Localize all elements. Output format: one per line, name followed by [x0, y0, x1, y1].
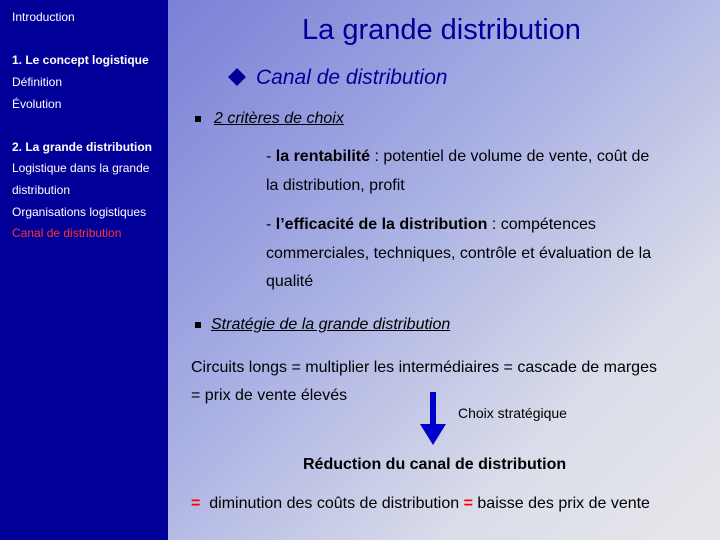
sidebar-item-grande-distribution[interactable]: 2. La grande distribution — [12, 140, 153, 154]
final-text-2: baisse des prix de vente — [477, 495, 650, 512]
circuits-line-1: Circuits longs = multiplier les intermédiaires = cascade de marges — [191, 359, 657, 376]
sidebar-item-organisations[interactable]: Organisations logistiques — [12, 205, 147, 219]
criterion-1-rest: : potentiel de volume de vente, coût de — [370, 148, 650, 165]
criterion-2-term: l’efficacité de la distribution — [275, 216, 488, 233]
slide-title: La grande distribution — [302, 14, 581, 46]
criteria-heading: 2 critères de choix — [214, 110, 344, 127]
sidebar-item-introduction[interactable]: Introduction — [12, 10, 75, 24]
result-text: Réduction du canal de distribution — [303, 456, 567, 473]
down-arrow-icon — [420, 392, 446, 446]
final-text-1: diminution des coûts de distribution — [209, 495, 460, 512]
criterion-2-dash: - — [266, 216, 276, 233]
strategy-heading: Stratégie de la grande distribution — [211, 316, 451, 333]
criterion-2-line-2: commerciales, techniques, contrôle et évaluation de la — [266, 245, 652, 262]
criterion-2-line-1 — [266, 216, 596, 234]
criterion-1-term: la rentabilité — [275, 148, 371, 165]
sidebar-item-canal-active[interactable]: Canal de distribution — [12, 226, 122, 240]
slide-subtitle: Canal de distribution — [256, 66, 448, 89]
slide-content — [168, 0, 720, 540]
criterion-1-line-1 — [266, 148, 649, 166]
criterion-1-dash: - — [266, 148, 276, 165]
square-bullet-icon — [195, 116, 201, 122]
criterion-1-line-2: la distribution, profit — [266, 177, 405, 194]
final-statement — [191, 495, 650, 513]
sidebar — [0, 0, 168, 540]
diamond-bullet-icon — [228, 68, 246, 86]
sidebar-item-evolution[interactable]: Évolution — [12, 97, 62, 111]
equals-sign-1: = — [191, 495, 201, 512]
square-bullet-icon-2 — [195, 322, 201, 328]
sidebar-item-definition[interactable]: Définition — [12, 75, 63, 89]
criterion-2-rest: : compétences — [487, 216, 596, 233]
sidebar-item-logistique-grande[interactable]: Logistique dans la grande — [12, 161, 150, 175]
criterion-2-line-3: qualité — [266, 273, 314, 290]
choice-label: Choix stratégique — [458, 405, 567, 421]
circuits-line-2: = prix de vente élevés — [191, 387, 348, 404]
sidebar-item-concept-logistique[interactable]: 1. Le concept logistique — [12, 53, 149, 67]
sidebar-item-logistique-grande-cont[interactable]: distribution — [12, 183, 71, 197]
equals-sign-2: = — [463, 495, 473, 512]
